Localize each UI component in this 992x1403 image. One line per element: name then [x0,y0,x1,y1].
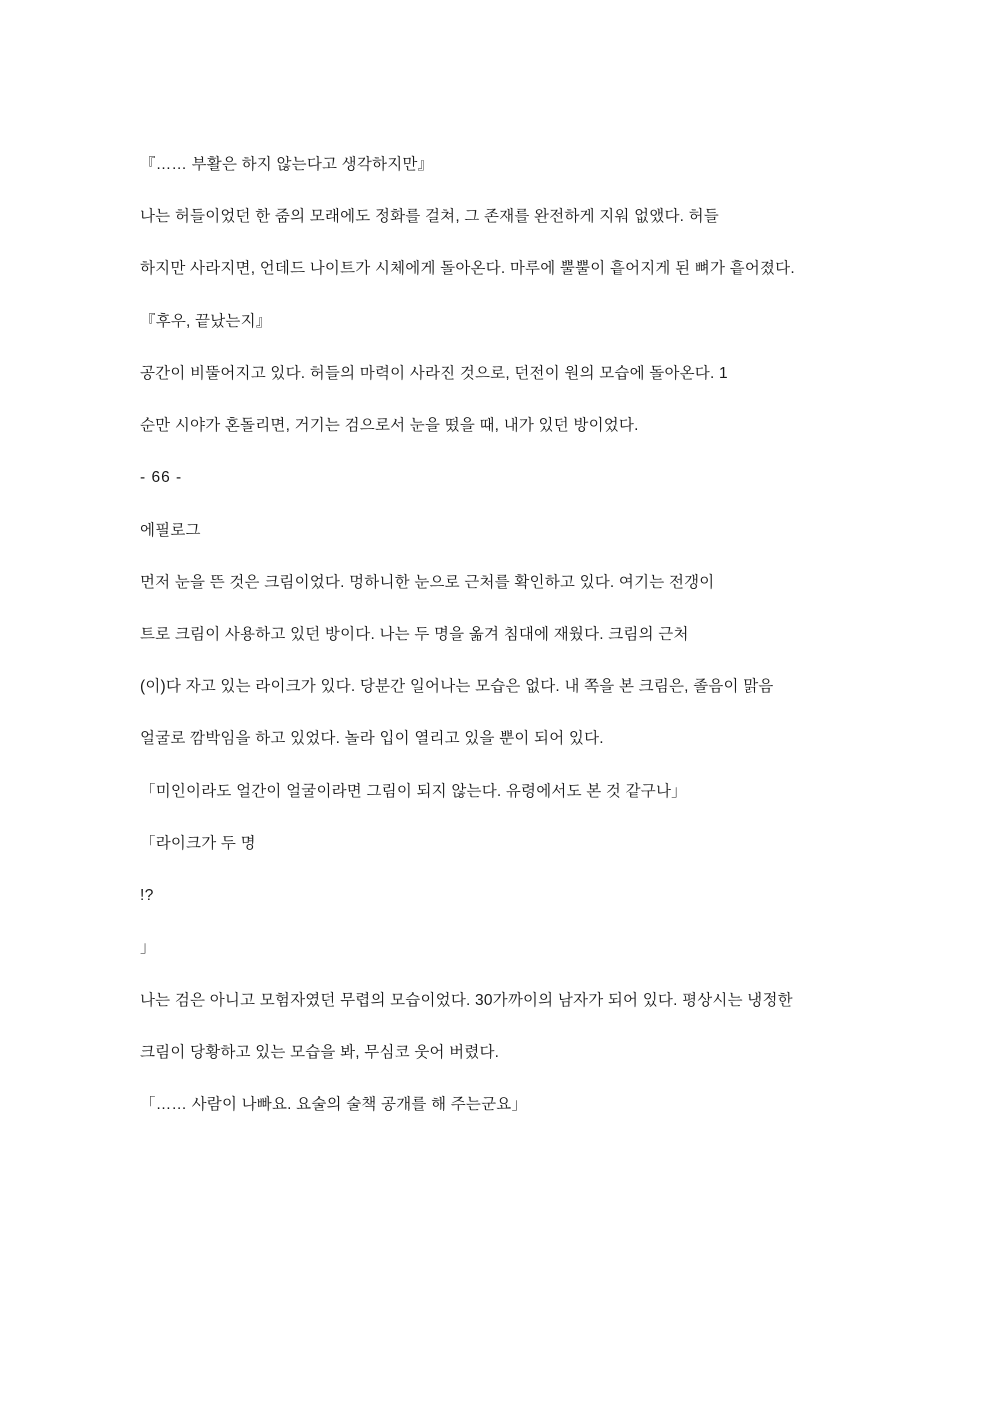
paragraph: 」 [140,939,157,957]
paragraph: 『후우, 끝났는지』 [140,312,272,330]
paragraph: 먼저 눈을 뜬 것은 크림이었다. 멍하니한 눈으로 근처를 확인하고 있다. 여기는 전갱이 [140,573,715,591]
paragraph: 「…… 사람이 나빠요. 요술의 술책 공개를 해 주는군요」 [140,1095,528,1113]
paragraph: 하지만 사라지면, 언데드 나이트가 시체에게 돌아온다. 마루에 뿔뿔이 흩어지게 된 뼈가 흩어졌다. [140,260,795,278]
paragraph: 얼굴로 깜박임을 하고 있었다. 놀라 입이 열리고 있을 뿐이 되어 있다. [140,730,604,748]
paragraph: !? [140,887,154,905]
paragraph: 크림이 당황하고 있는 모습을 봐, 무심코 웃어 버렸다. [140,1043,500,1061]
paragraph: 나는 검은 아니고 모험자였던 무렵의 모습이었다. 30가까이의 남자가 되어 있다. 평상시는 냉정한 [140,991,793,1009]
paragraph: 순만 시야가 혼돌리면, 거기는 검으로서 눈을 떴을 때, 내가 있던 방이었다. [140,417,639,435]
page-number: - 66 - [140,469,183,487]
section-heading: 에필로그 [140,521,201,539]
document-body [140,150,857,1120]
paragraph: (이)다 자고 있는 라이크가 있다. 당분간 일어나는 모습은 없다. 내 쪽을 본 크림은, 졸음이 맑음 [140,678,774,696]
paragraph: 『…… 부활은 하지 않는다고 생각하지만』 [140,156,434,173]
paragraph: 트로 크림이 사용하고 있던 방이다. 나는 두 명을 옮겨 침대에 재웠다. 크림의 근처 [140,625,689,643]
paragraph: 나는 허들이었던 한 줌의 모래에도 정화를 걸쳐, 그 존재를 완전하게 지워 없앴다. 허들 [140,208,719,226]
paragraph: 「미인이라도 얼간이 얼굴이라면 그림이 되지 않는다. 유령에서도 본 것 같구나」 [140,782,687,800]
paragraph: 공간이 비뚤어지고 있다. 허들의 마력이 사라진 것으로, 던전이 원의 모습에 돌아온다. 1 [140,364,728,382]
paragraph: 「라이크가 두 명 [140,834,256,852]
